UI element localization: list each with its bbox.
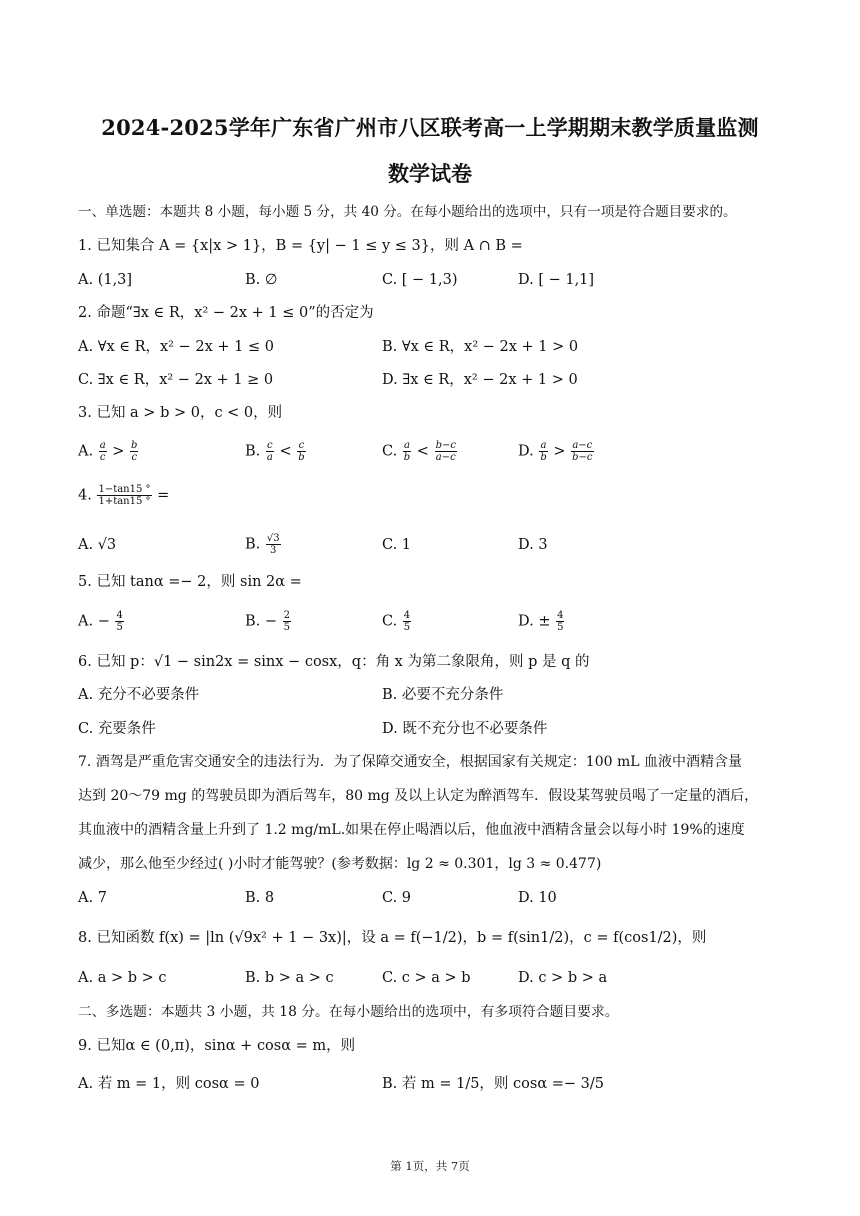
- question-7-option-a: A. 7: [78, 890, 107, 906]
- question-3-option-a: A. $\frac{a}{c}$ > $\frac{b}{c}$: [78, 440, 138, 463]
- question-7-option-c: C. 9: [382, 890, 412, 906]
- fraction-denominator: 5: [116, 622, 123, 633]
- question-1-option-b: B. ∅: [245, 272, 278, 288]
- section-2-heading: 二、多选题：本题共 3 小题，共 18 分。在每小题给出的选项中，有多项符合题目要求。: [78, 1004, 619, 1020]
- question-4-option-c: C. 1: [382, 537, 412, 553]
- fraction-numerator: 4: [557, 610, 564, 621]
- question-5-option-c: [382, 610, 412, 633]
- question-3-option-b: B. $\frac{c}{a}$ < $\frac{c}{b}$: [245, 440, 305, 463]
- question-7-line-3: 其血液中的酒精含量上升到了 1.2 mg/mL.如果在停止喝酒以后，他血液中酒精含量会以每小时 19%的速度: [78, 822, 745, 838]
- fraction-denominator: 5: [403, 622, 411, 633]
- question-7-line-2: 达到 20～79 mg 的驾驶员即为酒后驾车，80 mg 及以上认定为醉酒驾车．假设某驾驶员喝了一定量的酒后，: [78, 788, 759, 804]
- question-1-stem: 1. 已知集合 A = {x|x > 1}，B = {y| − 1 ≤ y ≤ 3}，则 A ∩ B =: [78, 238, 523, 254]
- question-8-option-b: B. b > a > c: [245, 970, 334, 986]
- question-5-stem: 5. 已知 tanα =− 2，则 sin 2α =: [78, 574, 302, 590]
- question-1-option-c: C. [ − 1,3): [382, 272, 458, 288]
- question-2-stem: 2. 命题“∃x ∈ R，x² − 2x + 1 ≤ 0”的否定为: [78, 305, 374, 321]
- question-9-option-a: A. 若 m = 1，则 cosα = 0: [78, 1076, 260, 1092]
- question-7-option-b: B. 8: [245, 890, 275, 906]
- fraction-numerator: 2: [283, 610, 291, 621]
- option-label: C.: [382, 613, 398, 630]
- fraction-denominator: 5: [557, 622, 564, 633]
- section-1-heading: 一、单选题：本题共 8 小题，每小题 5 分，共 40 分。在每小题给出的选项中，只有一项是符合题目要求的。: [78, 204, 737, 220]
- question-9-option-b: B. 若 m = 1/5，则 cosα =− 3/5: [382, 1076, 604, 1092]
- question-6-option-d: D. 既不充分也不必要条件: [382, 721, 548, 737]
- option-label: A.: [78, 443, 94, 460]
- option-label: B.: [245, 536, 261, 553]
- question-7-option-d: D. 10: [518, 890, 557, 906]
- question-4-stem: [78, 484, 169, 507]
- question-4-option-d: D. 3: [518, 537, 548, 553]
- option-label: A. −: [78, 613, 110, 630]
- fraction-numerator: 1−tan15 °: [98, 484, 151, 495]
- option-label: C.: [382, 443, 398, 460]
- option-label: B.: [245, 443, 261, 460]
- question-number: 4.: [78, 487, 92, 504]
- question-4-option-b: [245, 533, 282, 556]
- question-7-line-4: 减少，那么他至少经过( )小时才能驾驶？(参考数据：lg 2 ≈ 0.301，lg 3 ≈ 0.477): [78, 856, 602, 872]
- fraction-numerator: 4: [116, 610, 123, 621]
- question-8-stem: 8. 已知函数 f(x) = |ln (√9x² + 1 − 3x)|，设 a = f(−1/2)，b = f(sin1/2)，c = f(cos1/2)，则: [78, 930, 707, 946]
- fraction-numerator: 4: [403, 610, 411, 621]
- page-footer: 第 1页，共 7页: [390, 1159, 470, 1173]
- question-6-option-b: B. 必要不充分条件: [382, 687, 504, 703]
- option-label: D. ±: [518, 613, 551, 630]
- fraction-numerator: √3: [266, 533, 280, 544]
- question-1-option-a: A. (1,3]: [78, 272, 133, 288]
- question-3-option-c: C. $\frac{a}{b}$ < $\frac{b-c}{a-c}$: [382, 440, 456, 463]
- question-9-stem: 9. 已知α ∈ (0,π)，sinα + cosα = m，则: [78, 1038, 356, 1054]
- question-5-option-a: [78, 610, 125, 633]
- question-8-option-a: A. a > b > c: [78, 970, 167, 986]
- question-2-option-d: D. ∃x ∈ R，x² − 2x + 1 > 0: [382, 372, 578, 388]
- question-6-option-c: C. 充要条件: [78, 721, 156, 737]
- fraction-denominator: 5: [283, 622, 291, 633]
- question-8-option-d: D. c > b > a: [518, 970, 608, 986]
- question-2-option-a: A. ∀x ∈ R，x² − 2x + 1 ≤ 0: [78, 339, 274, 355]
- equals-sign: =: [157, 487, 170, 504]
- question-4-option-a: A. √3: [78, 537, 117, 553]
- question-5-option-b: [245, 610, 292, 633]
- question-5-option-d: [518, 610, 565, 633]
- fraction-denominator: 1+tan15 °: [98, 496, 151, 507]
- question-2-option-c: C. ∃x ∈ R，x² − 2x + 1 ≥ 0: [78, 372, 274, 388]
- question-6-option-a: A. 充分不必要条件: [78, 687, 200, 703]
- question-6-stem: 6. 已知 p：√1 − sin2x = sinx − cosx，q：角 x 为第二象限角，则 p 是 q 的: [78, 654, 590, 670]
- question-7-line-1: 7. 酒驾是严重危害交通安全的违法行为．为了保障交通安全，根据国家有关规定：100 mL 血液中酒精含量: [78, 754, 742, 770]
- question-2-option-b: B. ∀x ∈ R，x² − 2x + 1 > 0: [382, 339, 579, 355]
- question-1-option-d: D. [ − 1,1]: [518, 272, 595, 288]
- question-8-option-c: C. c > a > b: [382, 970, 471, 986]
- exam-subtitle: 数学试卷: [388, 161, 472, 186]
- exam-title: 2024-2025学年广东省广州市八区联考高一上学期期末教学质量监测: [101, 115, 759, 140]
- option-label: B. −: [245, 613, 278, 630]
- fraction-denominator: 3: [270, 545, 277, 556]
- question-3-option-d: D. $\frac{a}{b}$ > $\frac{a-c}{b-c}$: [518, 440, 593, 463]
- option-label: D.: [518, 443, 534, 460]
- question-3-stem: 3. 已知 a > b > 0，c < 0，则: [78, 405, 283, 421]
